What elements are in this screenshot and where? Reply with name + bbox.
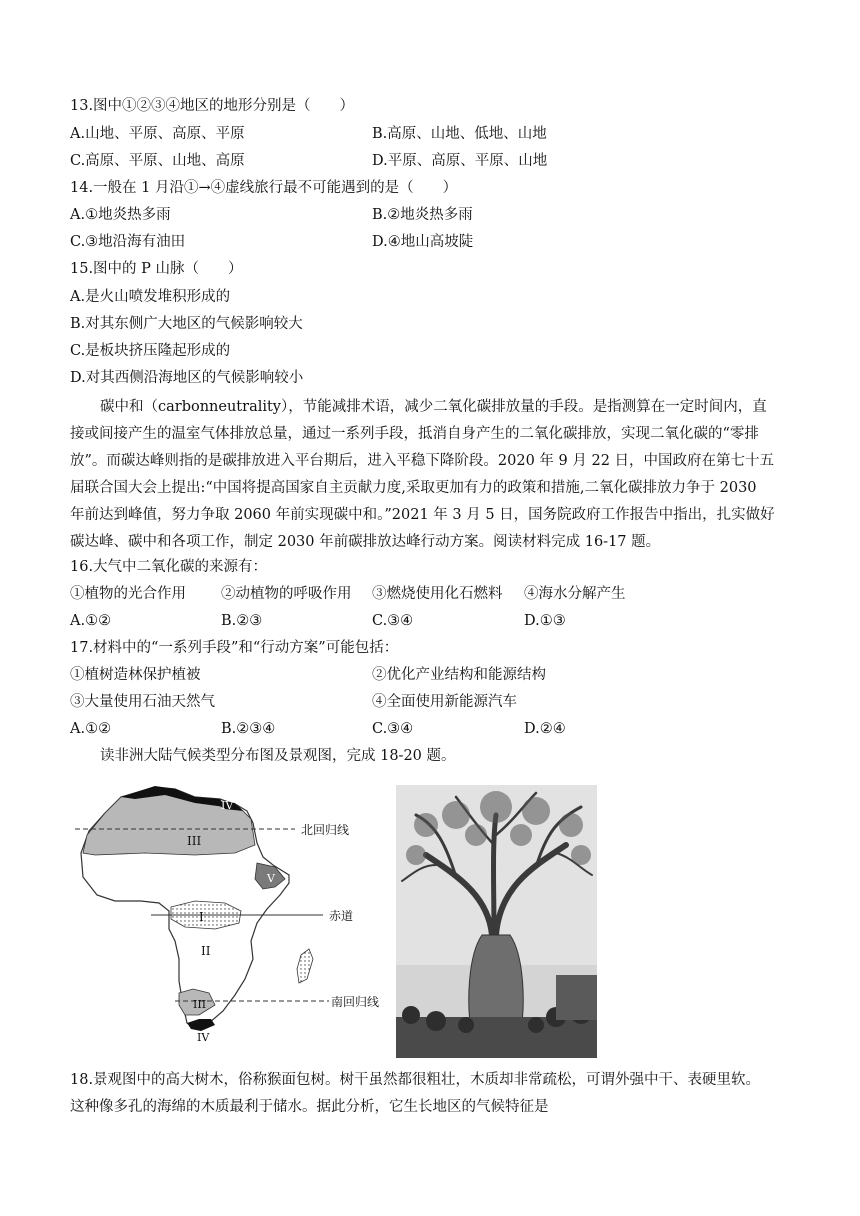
q17-option-d: D.②④ — [524, 721, 566, 737]
q17-item-4: ④全面使用新能源汽车 — [372, 694, 517, 710]
madagascar-region — [297, 949, 313, 983]
q16-option-d: D.①③ — [524, 613, 566, 629]
q15-option-a: A.是火山喷发堆积形成的 — [70, 289, 231, 305]
q14-option-a: A.①地炎热多雨 — [70, 207, 171, 223]
passage-line: 接或间接产生的温室气体排放总量，通过一系列手段，抵消自身产生的二氧化碳排放，实现二氧化碳的“零排 — [70, 426, 759, 442]
q16-option-a: A.①② — [70, 613, 112, 629]
africa-climate-map — [75, 783, 380, 1044]
q17-option-c: C.③④ — [372, 721, 414, 737]
label-tropic-cancer: 北回归线 — [301, 823, 350, 837]
q16-item-2: ②动植物的呼吸作用 — [221, 586, 352, 602]
intro-18-20: 读非洲大陆气候类型分布图及景观图，完成 18-20 题。 — [100, 748, 456, 764]
q13-option-b: B.高原、山地、低地、山地 — [372, 126, 547, 142]
q18-line-1: 18.景观图中的高大树木，俗称猴面包树。树干虽然都很粗壮，木质却非常疏松，可谓外强中干、表硬里软。 — [70, 1072, 761, 1088]
passage-line: 放”。而碳达峰则指的是碳排放进入平台期后，进入平稳下降阶段。2020 年 9 月 22 日，中国政府在第七十五 — [70, 453, 775, 469]
label-zone-i: I — [199, 910, 204, 924]
q15-option-b: B.对其东侧广大地区的气候影响较大 — [70, 316, 303, 332]
q13-stem: 13.图中①②③④地区的地形分别是（ ） — [70, 98, 355, 114]
q16-option-b: B.②③ — [221, 613, 263, 629]
q15-option-c: C.是板块挤压隆起形成的 — [70, 343, 231, 359]
passage-line: 碳达峰、碳中和各项工作，制定 2030 年前碳排放达峰行动方案。阅读材料完成 16-17 题。 — [70, 534, 661, 550]
q13-option-c: C.高原、平原、山地、高原 — [70, 153, 245, 169]
q17-item-1: ①植树造林保护植被 — [70, 667, 201, 683]
q17-option-b: B.②③④ — [221, 721, 276, 737]
q17-item-3: ③大量使用石油天然气 — [70, 694, 215, 710]
label-zone-iii-south: III — [193, 998, 207, 1011]
q16-item-1: ①植物的光合作用 — [70, 586, 186, 602]
label-zone-iii-north: III — [187, 834, 202, 848]
q16-item-3: ③燃烧使用化石燃料 — [372, 586, 503, 602]
q14-option-c: C.③地沿海有油田 — [70, 234, 186, 250]
q17-stem: 17.材料中的“一系列手段”和“行动方案”可能包括： — [70, 640, 399, 656]
passage-line: 届联合国大会上提出:“中国将提高国家自主贡献力度,采取更加有力的政策和措施,二氧化碳排放力争于 2030 — [70, 480, 757, 496]
passage-line: 年前达到峰值，努力争取 2060 年前实现碳中和。”2021 年 3 月 5 日，国务院政府工作报告中指出，扎实做好 — [70, 507, 775, 523]
q16-stem: 16.大气中二氧化碳的来源有： — [70, 559, 268, 575]
label-equator: 赤道 — [329, 909, 354, 923]
q13-option-d: D.平原、高原、平原、山地 — [372, 153, 548, 169]
q17-option-a: A.①② — [70, 721, 112, 737]
q15-stem: 15.图中的 P 山脉（ ） — [70, 261, 243, 277]
q14-stem: 14.一般在 1 月沿①→④虚线旅行最不可能遇到的是（ ） — [70, 180, 458, 196]
label-tropic-capricorn: 南回归线 — [331, 995, 380, 1009]
label-zone-v: V — [267, 872, 275, 885]
q18-line-2: 这种像多孔的海绵的木质最利于储水。据此分析，它生长地区的气候特征是 — [70, 1099, 549, 1115]
q13-option-a: A.山地、平原、高原、平原 — [70, 126, 245, 142]
q14-option-b: B.②地炎热多雨 — [372, 207, 473, 223]
q14-option-d: D.④地山高坡陡 — [372, 234, 474, 250]
baobab-tree-photo — [396, 785, 597, 1058]
passage-line: 碳中和（carbonneutrality），节能减排术语，减少二氧化碳排放量的手段。是指测算在一定时间内，直 — [100, 399, 767, 415]
q16-option-c: C.③④ — [372, 613, 414, 629]
q16-item-4: ④海水分解产生 — [524, 586, 626, 602]
label-zone-ii: II — [201, 944, 211, 958]
label-zone-iv-south: IV — [197, 1031, 210, 1044]
label-zone-iv-north: IV — [221, 799, 234, 812]
passage — [70, 394, 794, 556]
q15-option-d: D.对其西侧沿海地区的气候影响较小 — [70, 370, 304, 386]
q17-item-2: ②优化产业结构和能源结构 — [372, 667, 546, 683]
